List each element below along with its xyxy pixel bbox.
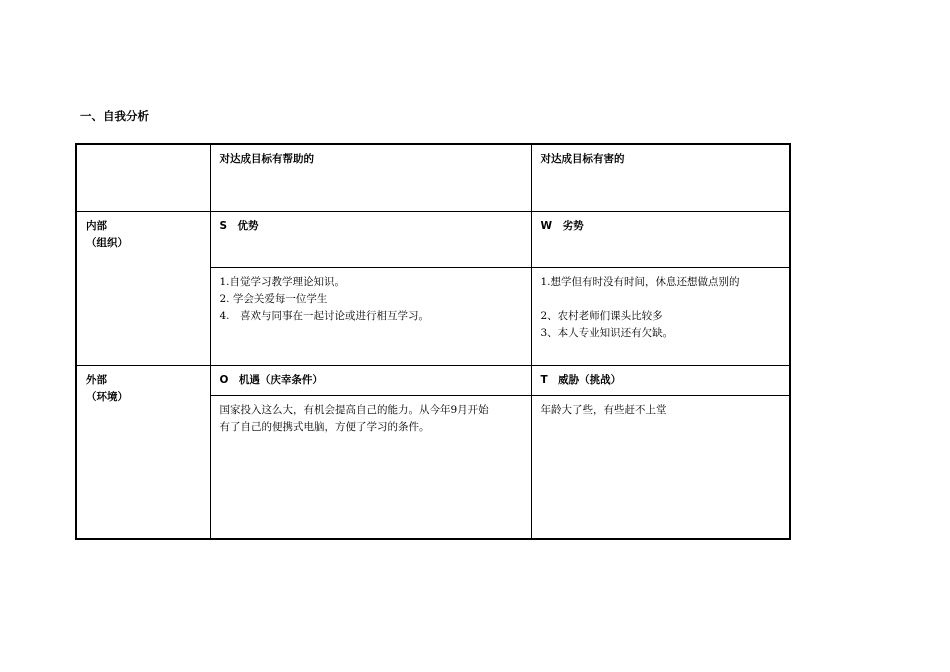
harmful-header: 对达成目标有害的 — [531, 144, 790, 211]
table-header-row — [76, 144, 790, 211]
swot-table — [75, 143, 791, 540]
external-label-cell — [76, 365, 210, 539]
strength-item: 4. 喜欢与同事在一起讨论或进行相互学习。 — [219, 309, 430, 322]
strengths-list — [210, 267, 531, 365]
weakness-item: 1.想学但有时没有时间，休息还想做点别的 — [540, 275, 740, 288]
external-title-row — [76, 365, 790, 395]
internal-label: 内部 — [86, 219, 107, 232]
corner-cell — [76, 144, 210, 211]
internal-title-row — [76, 211, 790, 267]
weakness-spacer — [541, 291, 781, 308]
opportunity-item: 有了自己的便携式电脑，方便了学习的条件。 — [219, 420, 430, 433]
internal-label-sub: （组织） — [86, 236, 128, 249]
weaknesses-list — [531, 267, 790, 365]
section-heading: 一、自我分析 — [80, 109, 149, 123]
threats-title: T 威胁（挑战） — [531, 365, 790, 395]
threat-item: 年龄大了些，有些赶不上堂 — [540, 403, 667, 416]
threats-list — [531, 395, 790, 539]
opportunities-title: O 机遇（庆幸条件） — [210, 365, 531, 395]
external-label-sub: （环境） — [86, 390, 128, 403]
strengths-title: S 优势 — [210, 211, 531, 267]
weakness-item: 3、本人专业知识还有欠缺。 — [540, 326, 674, 339]
strength-item: 1.自觉学习教学理论知识。 — [219, 275, 346, 288]
external-label: 外部 — [86, 373, 107, 386]
weaknesses-title: W 劣势 — [531, 211, 790, 267]
helpful-header: 对达成目标有帮助的 — [210, 144, 531, 211]
strength-item: 2. 学会关爱每一位学生 — [219, 292, 328, 305]
opportunity-item: 国家投入这么大，有机会提高自己的能力。从今年9月开始 — [219, 403, 489, 416]
internal-label-cell — [76, 211, 210, 365]
opportunities-list — [210, 395, 531, 539]
weakness-item: 2、农村老师们课头比较多 — [540, 309, 663, 322]
